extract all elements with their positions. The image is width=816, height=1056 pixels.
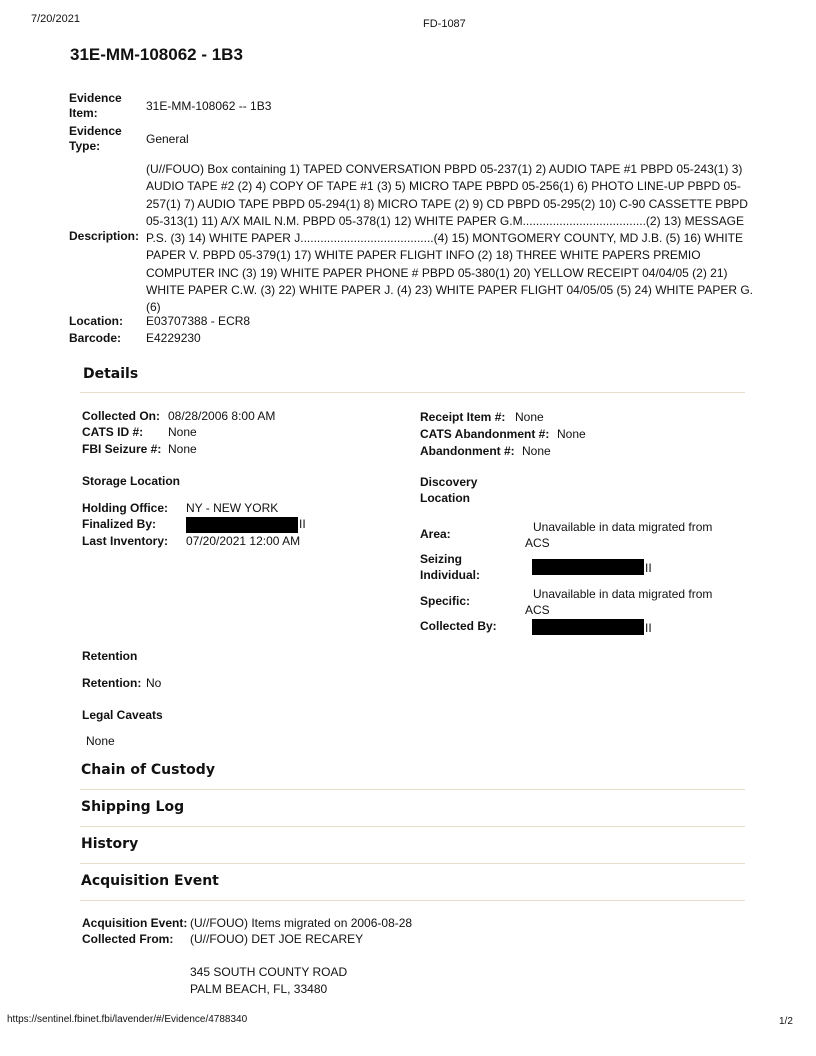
collected-from-value: (U//FOUO) DET JOE RECAREY — [190, 932, 364, 946]
description-text — [139, 161, 759, 317]
specific-value: Unavailable in data migrated from ACS — [525, 587, 713, 617]
history-section[interactable]: History — [81, 836, 139, 852]
description-line: P.S. (3) 14) WHITE PAPER J........................................(4) 15) MONTGOMERY COUNTY, MD J.B. (5) 16) WHITE — [146, 231, 743, 246]
seizing-individual-label: Seizing Individual: — [420, 552, 480, 582]
footer-url: https://sentinel.fbinet.fbi/lavender/#/Evidence/4788340 — [7, 1014, 248, 1025]
retention-heading: Retention — [82, 649, 138, 663]
acquisition-event-value: (U//FOUO) Items migrated on 2006-08-28 — [190, 916, 413, 930]
discovery-location-heading: Discovery Location — [420, 475, 478, 505]
legal-caveats-heading: Legal Caveats — [82, 708, 163, 722]
shipping-log-section[interactable]: Shipping Log — [81, 799, 185, 815]
page-number: 1/2 — [779, 1016, 793, 1027]
description-line: (6) — [146, 300, 161, 315]
evidence-type-label: Evidence Type: — [69, 124, 122, 153]
description-line: AUDIO TAPE #2 (2) 4) COPY OF TAPE #1 (3) 5) MICRO TAPE PBPD 05-256(1) 6) PHOTO LINE-UP PBPD 05- — [146, 179, 741, 194]
barcode-value: E4229230 — [146, 331, 201, 345]
section-divider — [80, 826, 745, 827]
acquisition-event-section[interactable]: Acquisition Event — [81, 873, 219, 889]
barcode-label: Barcode: — [69, 331, 122, 345]
storage-location-heading: Storage Location — [82, 474, 181, 488]
finalized-by-label: Finalized By: — [82, 517, 157, 531]
receipt-item-value: None — [515, 410, 544, 424]
abandonment-value: None — [522, 444, 551, 458]
section-divider — [80, 900, 745, 901]
description-line: (U//FOUO) Box containing 1) TAPED CONVERSATION PBPD 05-237(1) 2) AUDIO TAPE #1 PBPD 05-243(1) 3) — [146, 162, 743, 176]
redaction-tail: II — [645, 621, 652, 635]
cats-abandonment-label: CATS Abandonment #: — [420, 427, 550, 441]
fbi-seizure-label: FBI Seizure #: — [82, 442, 162, 456]
area-value: Unavailable in data migrated from ACS — [525, 520, 713, 550]
section-divider — [80, 789, 745, 790]
fbi-seizure-value: None — [168, 442, 197, 456]
evidence-item-label: Evidence Item: — [69, 91, 122, 120]
page-title: 31E-MM-108062 - 1B3 — [70, 45, 243, 64]
redaction-tail: II — [645, 561, 652, 575]
collected-on-label: Collected On: — [82, 409, 161, 423]
collected-on-value: 08/28/2006 8:00 AM — [168, 409, 276, 423]
specific-label: Specific: — [420, 594, 471, 608]
collected-from-label: Collected From: — [82, 932, 174, 946]
section-divider — [80, 863, 745, 864]
acquisition-event-label: Acquisition Event: — [82, 916, 188, 930]
legal-caveats-value: None — [86, 734, 115, 748]
collected-by-label: Collected By: — [420, 619, 497, 633]
details-divider — [80, 392, 745, 393]
cats-id-value: None — [168, 425, 197, 439]
retention-label: Retention: — [82, 676, 142, 690]
description-line: 257(1) 7) AUDIO TAPE PBPD 05-294(1) 8) MICRO TAPE (2) 9) CD PBPD 05-295(2) 10) C-90 CASSETTE PBPD — [146, 196, 748, 211]
holding-office-label: Holding Office: — [82, 501, 168, 515]
form-number: FD-1087 — [423, 18, 466, 30]
redaction-tail: II — [299, 517, 306, 531]
cats-id-label: CATS ID #: — [82, 425, 144, 439]
evidence-type-value: General — [146, 132, 189, 146]
description-line: 05-313(1) 11) A/X MAIL N.M. PBPD 05-378(1) 12) WHITE PAPER G.M.....................................(2) 13) MESSAGE — [146, 213, 744, 228]
location-label: Location: — [69, 314, 123, 328]
holding-office-value: NY - NEW YORK — [186, 501, 279, 515]
details-heading: Details — [83, 366, 139, 382]
area-label: Area: — [420, 527, 451, 541]
redaction-block — [186, 517, 298, 533]
receipt-item-label: Receipt Item #: — [420, 410, 506, 424]
retention-value: No — [146, 676, 162, 690]
description-line: WHITE PAPER C.W. (3) 22) WHITE PAPER J. (4) 23) WHITE PAPER FLIGHT 04/05/05 (5) 24) WHITE PAPER G. — [146, 283, 754, 298]
chain-of-custody-section[interactable]: Chain of Custody — [81, 762, 215, 778]
abandonment-label: Abandonment #: — [420, 444, 515, 458]
evidence-item-value: 31E-MM-108062 -- 1B3 — [146, 99, 272, 113]
description-line: PAPER V. PBPD 05-379(1) 17) WHITE PAPER FLIGHT INFO (2) 18) THREE WHITE PAPERS PREMIO — [146, 248, 701, 263]
cats-abandonment-value: None — [557, 427, 586, 441]
description-label: Description: — [69, 229, 140, 243]
address-line-1: 345 SOUTH COUNTY ROAD — [190, 965, 348, 979]
last-inventory-label: Last Inventory: — [82, 534, 169, 548]
print-date: 7/20/2021 — [31, 13, 80, 25]
location-value: E03707388 - ECR8 — [146, 314, 251, 328]
address-line-2: PALM BEACH, FL, 33480 — [190, 982, 328, 996]
redaction-block — [532, 619, 644, 635]
redaction-block — [532, 559, 644, 575]
last-inventory-value: 07/20/2021 12:00 AM — [186, 534, 301, 548]
description-line: COMPUTER INC (3) 19) WHITE PAPER PHONE # PBPD 05-380(1) 20) YELLOW RECEIPT 04/04/05 (2) 21) — [146, 265, 728, 280]
